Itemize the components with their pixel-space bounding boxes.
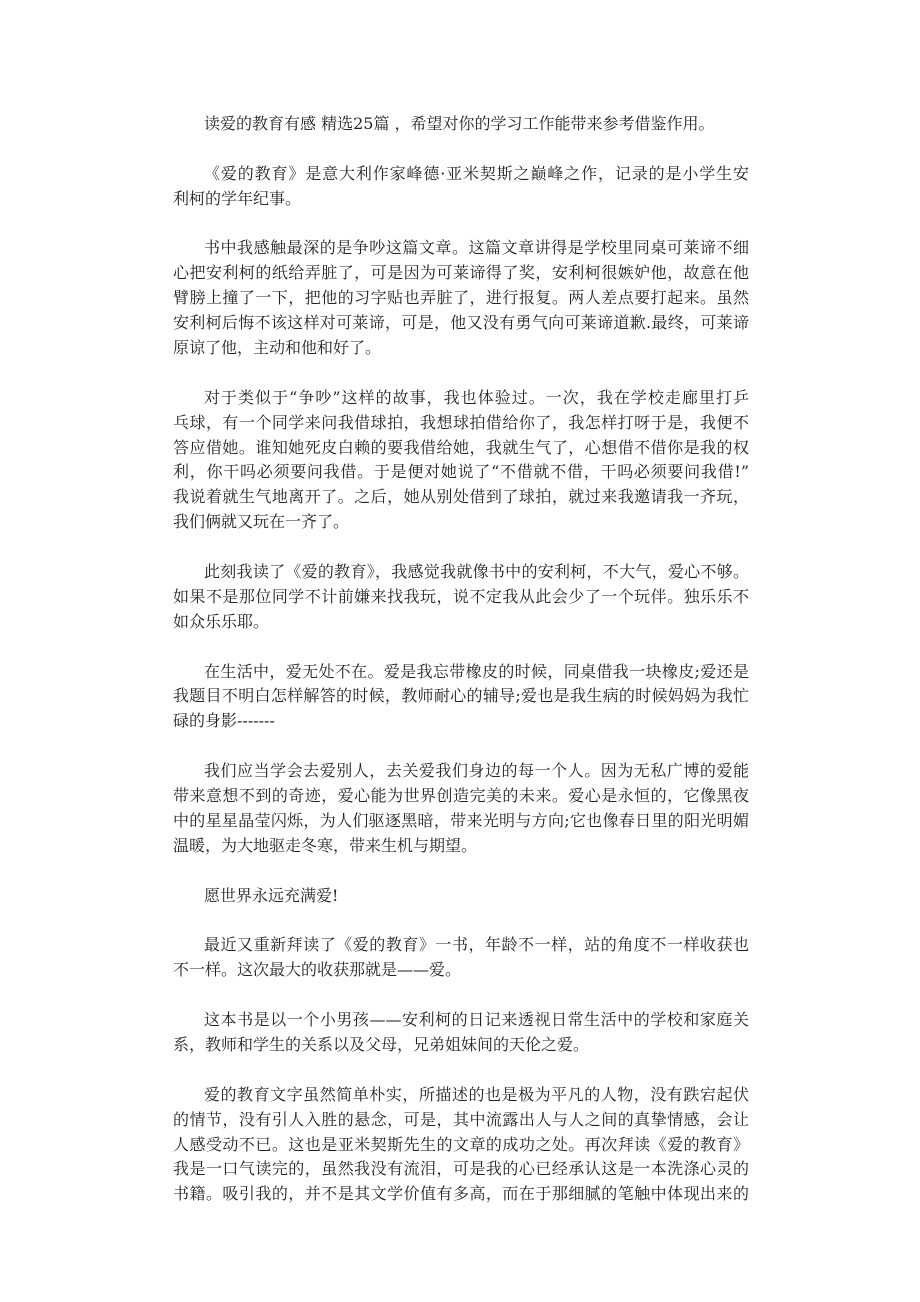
- text-line: 臂膀上撞了一下，把他的习字贴也弄脏了，进行报复。两人差点要打起来。虽然: [173, 288, 749, 308]
- text-line: 这本书是以一个小男孩——安利柯的日记来透视日常生活中的学校和家庭关: [204, 1010, 749, 1030]
- paragraph: [173, 660, 749, 735]
- text-line: 读爱的教育有感 精选25篇 ，希望对你的学习工作能带来参考借鉴作用。: [204, 114, 715, 133]
- text-line: 人感受动不已。这也是亚米契斯先生的文章的成功之处。再次拜读《爱的教育》: [173, 1134, 749, 1154]
- text-line: 如众乐乐耶。: [173, 611, 270, 631]
- paragraph: [173, 884, 749, 909]
- text-line: 最近又重新拜读了《爱的教育》一书，年龄不一样，站的角度不一样收获也: [204, 935, 749, 955]
- text-line: 利柯的学年纪事。: [173, 188, 302, 208]
- text-line: 我们俩就又玩在一齐了。: [173, 512, 350, 532]
- text-line: 温暖，为大地驱走冬寒，带来生机与期望。: [173, 835, 478, 855]
- text-line: 安利柯后悔不该这样对可莱谛，可是，他又没有勇气向可莱谛道歉.最终，可莱谛: [173, 313, 749, 333]
- text-line: 心把安利柯的纸给弄脏了，可是因为可莱谛得了奖，安利柯很嫉妒他，故意在他: [173, 263, 749, 283]
- paragraph: [173, 560, 749, 635]
- text-line: 我题目不明白怎样解答的时候，教师耐心的辅导;爱也是我生病的时候妈妈为我忙: [173, 686, 749, 706]
- text-line: 原谅了他，主动和他和好了。: [173, 338, 382, 358]
- paragraph: [173, 759, 749, 859]
- text-line: 的情节，没有引人入胜的悬念，可是，其中流露出人与人之间的真挚情感，会让: [173, 1109, 749, 1129]
- document-intro: [173, 112, 749, 137]
- text-line: 书中我感触最深的是争吵这篇文章。这篇文章讲得是学校里同桌可莱谛不细: [204, 238, 749, 258]
- text-line: 如果不是那位同学不计前嫌来找我玩，说不定我从此会少了一个玩伴。独乐乐不: [173, 586, 749, 606]
- text-line: 此刻我读了《爱的教育》，我感觉我就像书中的安利柯，不大气，爱心不够。: [204, 562, 749, 582]
- text-line: 乓球，有一个同学来问我借球拍，我想球拍借给你了，我怎样打呀于是，我便不: [173, 412, 749, 432]
- text-line: 在生活中，爱无处不在。爱是我忘带橡皮的时候，同桌借我一块橡皮;爱还是: [204, 661, 749, 681]
- text-line: 不一样。这次最大的收获那就是——爱。: [173, 960, 462, 980]
- text-line: 我们应当学会去爱别人，去关爱我们身边的每一个人。因为无私广博的爱能: [204, 761, 749, 781]
- paragraph: [173, 162, 749, 212]
- text-line: 我是一口气读完的，虽然我没有流泪，可是我的心已经承认这是一本洗涤心灵的: [173, 1159, 749, 1179]
- paragraph: [173, 933, 749, 983]
- text-line: 我说着就生气地离开了。之后，她从别处借到了球拍，就过来我邀请我一齐玩，: [173, 487, 749, 507]
- text-line: 爱的教育文字虽然简单朴实，所描述的也是极为平凡的人物，没有跌宕起伏: [204, 1084, 749, 1104]
- document-page: [173, 112, 749, 1232]
- text-line: 答应借她。谁知她死皮白赖的要我借给她，我就生气了，心想借不借你是我的权: [173, 437, 749, 457]
- text-line: 利，你干吗必须要问我借。于是便对她说了“不借就不借，干吗必须要问我借!”: [173, 462, 749, 482]
- paragraph: [173, 386, 749, 535]
- paragraph: [173, 236, 749, 360]
- text-line: 对于类似于“争吵”这样的故事，我也体验过。一次，我在学校走廊里打乒: [204, 387, 749, 407]
- text-line: 带来意想不到的奇迹，爱心能为世界创造完美的未来。爱心是永恒的，它像黑夜: [173, 786, 749, 806]
- text-line: 碌的身影-------: [173, 711, 275, 731]
- text-line: 中的星星晶莹闪烁，为人们驱逐黑暗，带来光明与方向;它也像春日里的阳光明媚: [173, 810, 749, 830]
- text-line: 《爱的教育》是意大利作家峰德·亚米契斯之巅峰之作，记录的是小学生安: [204, 163, 749, 183]
- text-line: 书籍。吸引我的，并不是其文学价值有多高，而在于那细腻的笔触中体现出来的: [173, 1184, 749, 1204]
- paragraph: [173, 1083, 749, 1207]
- paragraph: [173, 1008, 749, 1058]
- text-line: 愿世界永远充满爱!: [204, 885, 339, 905]
- text-line: 系，教师和学生的关系以及父母，兄弟姐妹间的天伦之爱。: [173, 1034, 590, 1054]
